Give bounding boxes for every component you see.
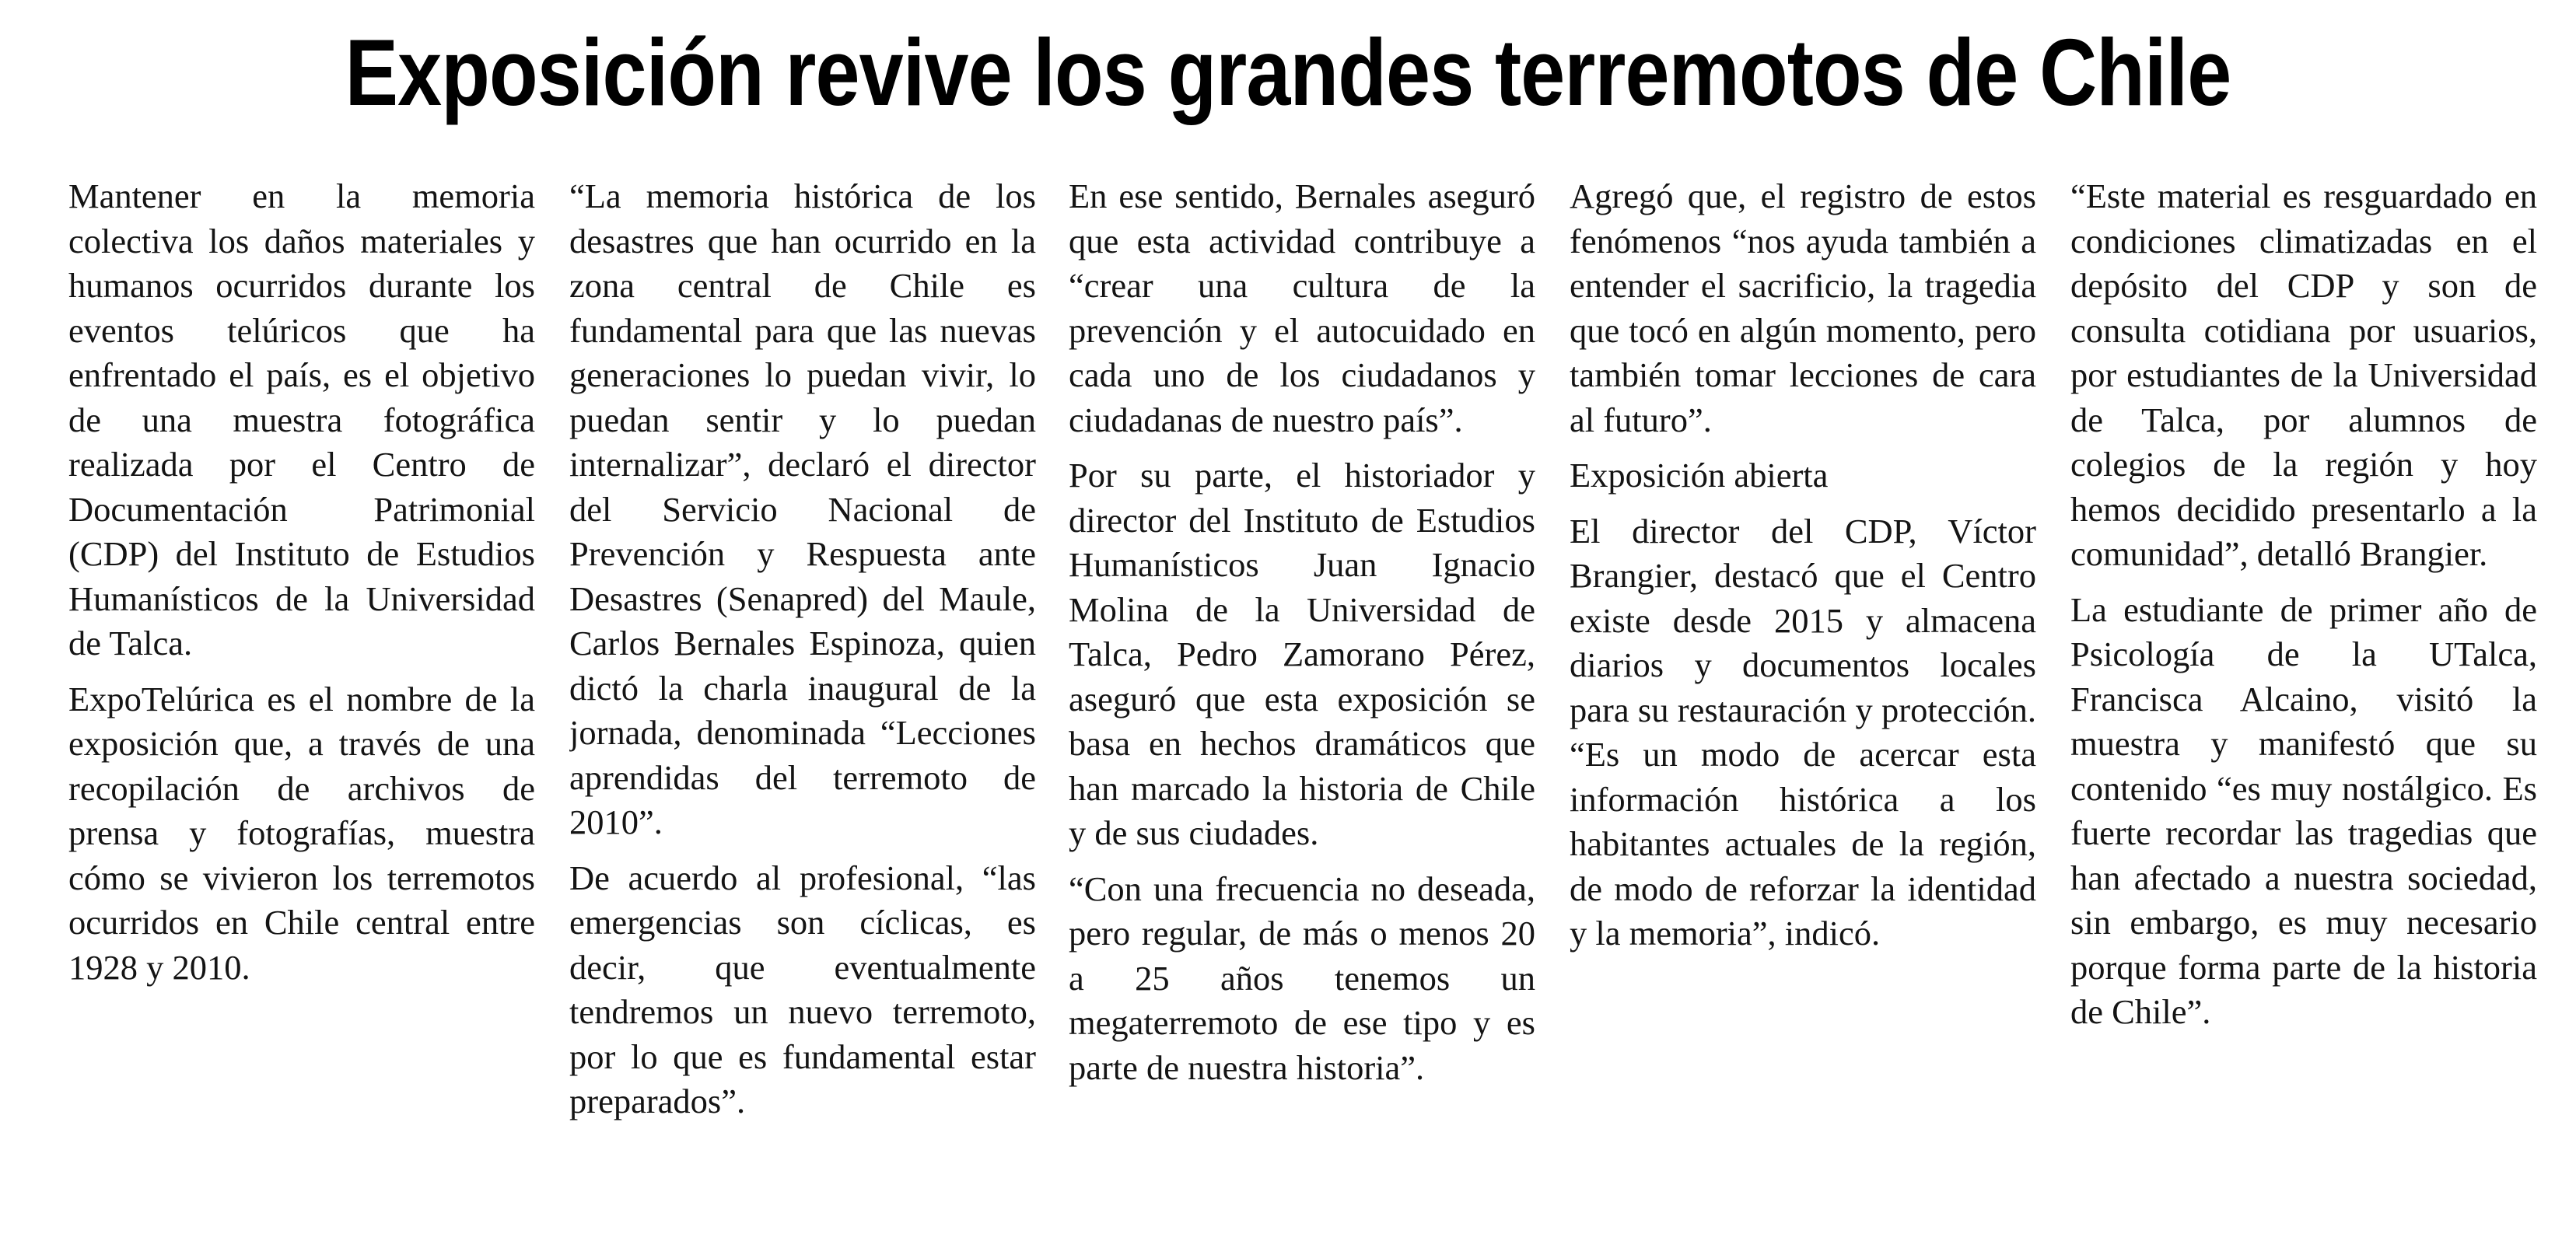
article-subheading: Exposición abierta — [1570, 456, 1829, 495]
article-paragraph: Mantener en la memoria colectiva los daños materiales y humanos ocurridos durante los eventos telúricos que ha enfrentado el país, es el objetivo de una muestra fotográfica realizada por el Centro de Documentación Patrimonial (CDP) del Instituto de Estudios Humanísticos de la Universidad de Talca. — [68, 177, 535, 662]
article-paragraph: Por su parte, el historiador y director del Instituto de Estudios Humanísticos Juan Ignacio Molina de la Universidad de Talca, Pedro Zamorano Pérez, aseguró que esta exposición se basa en hechos dramáticos que han marcado la historia de Chile y de sus ciudades. — [1069, 456, 1535, 852]
article-paragraph: “Con una frecuencia no deseada, pero regular, de más o menos 20 a 25 años tenemos un megaterremoto de ese tipo y es parte de nuestra historia”. — [1069, 869, 1535, 1087]
article-paragraph: Agregó que, el registro de estos fenómenos “nos ayuda también a entender el sacrificio, la tragedia que tocó en algún momento, pero también tomar lecciones de cara al futuro”. — [1570, 177, 2036, 439]
article-paragraph: ExpoTelúrica es el nombre de la exposición que, a través de una recopilación de archivos de prensa y fotografías, muestra cómo se vivieron los terremotos ocurridos en Chile central entre 1928 y 2010. — [68, 679, 535, 987]
article-column-3 — [1069, 174, 1535, 1241]
article-paragraph: La estudiante de primer año de Psicología de la UTalca, Francisca Alcaino, visitó la muestra y manifestó que su contenido “es muy nostálgico. Es fuerte recordar las tragedias que han afectado a nuestra sociedad, sin embargo, es muy necesario porque forma parte de la historia de Chile”. — [2070, 589, 2537, 1031]
article-paragraph: En ese sentido, Bernales aseguró que esta actividad contribuye a “crear una cultura de la prevención y el autocuidado en cada uno de los ciudadanos y ciudadanas de nuestro país”. — [1069, 177, 1535, 439]
article-column-2 — [569, 174, 1036, 1241]
article-paragraph: “La memoria histórica de los desastres que han ocurrido en la zona central de Chile es fundamental para que las nuevas generaciones lo puedan vivir, lo puedan sentir y lo puedan internalizar”, declaró el director del Servicio Nacional de Prevención y Respuesta ante Desastres (Senapred) del Maule, Carlos Bernales Espinoza, quien dictó la charla inaugural de la jornada, denominada “Lecciones aprendidas del terremoto de 2010”. — [569, 177, 1036, 841]
article-paragraph: De acuerdo al profesional, “las emergencias son cíclicas, es decir, que eventualmente tendremos un nuevo terremoto, por lo que es fundamental estar preparados”. — [569, 858, 1036, 1120]
article-paragraph: El director del CDP, Víctor Brangier, destacó que el Centro existe desde 2015 y almacena diarios y documentos locales para su restauración y protección. “Es un modo de acercar esta información histórica a los habitantes actuales de la región, de modo de reforzar la identidad y la memoria”, indicó. — [1570, 511, 2036, 953]
article-paragraph: “Este material es resguardado en condiciones climatizadas en el depósito del CDP y son de consulta cotidiana por usuarios, por estudiantes de la Universidad de Talca, por alumnos de colegios de la región y hoy hemos decidido presentarlo a la comunidad”, detalló Brangier. — [2070, 177, 2537, 573]
article-column-4 — [1570, 174, 2036, 1241]
article-column-1 — [68, 174, 535, 1241]
article-column-5 — [2070, 174, 2537, 1241]
article-headline: Exposición revive los grandes terremotos de Chile — [345, 19, 2231, 125]
